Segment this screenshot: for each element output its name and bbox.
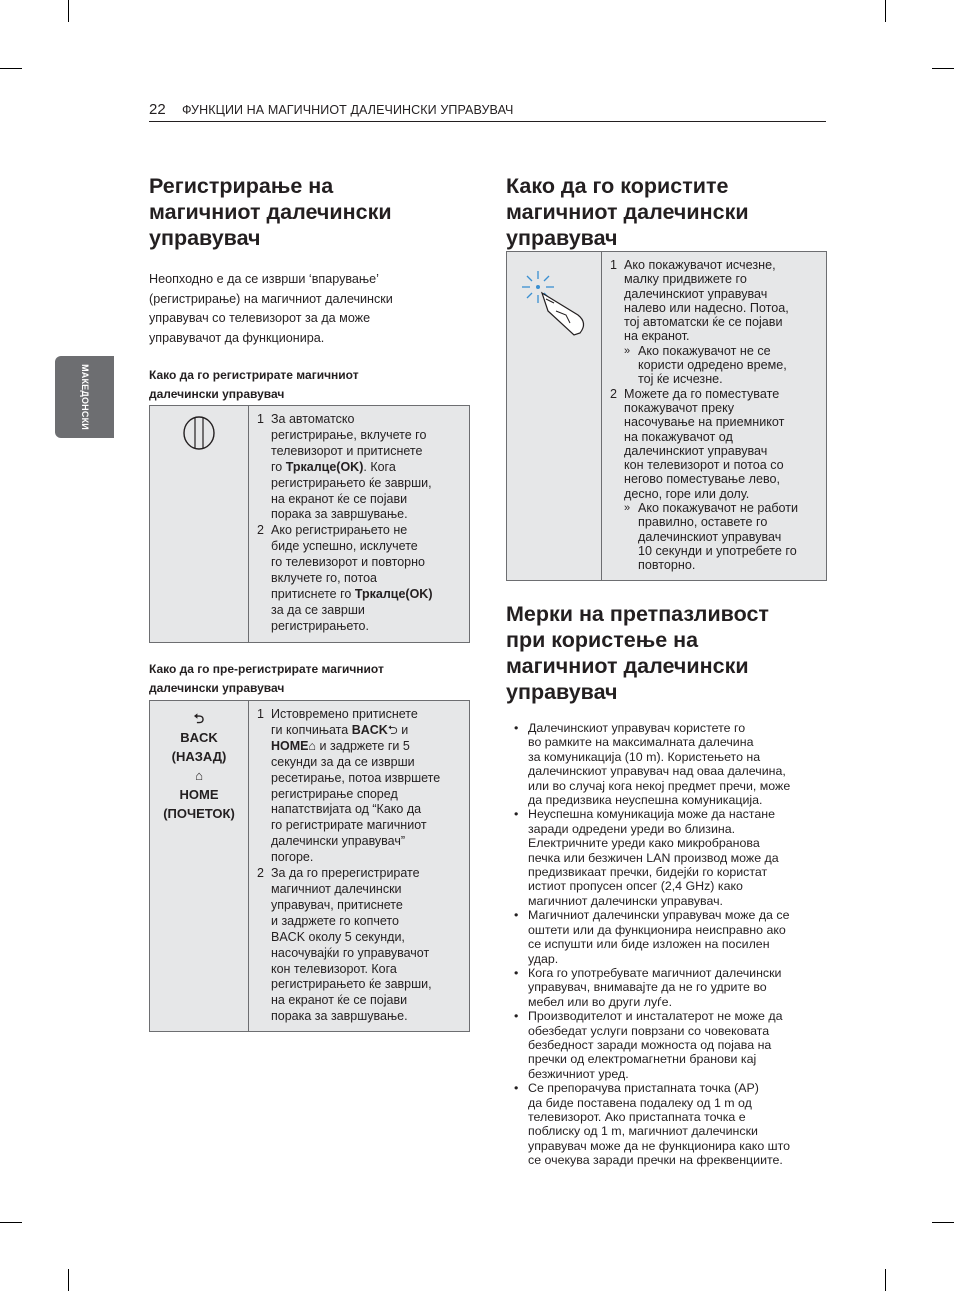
step-line: управувач, притиснете (271, 897, 403, 912)
bullet-marker: • (514, 1081, 519, 1096)
step-text: притиснете го (271, 586, 355, 601)
bullet-line: Електричните уреди како микробранова (528, 836, 760, 851)
note-line: 10 секунди и употребете го (638, 543, 797, 558)
bullet-line: или во случај кога некој предмет пречи, може (528, 778, 791, 793)
step-text: и (397, 722, 409, 737)
precautions-heading-line: Мерки на претпазливост (506, 602, 769, 626)
step-line: на екранот. (624, 329, 690, 344)
step-line: Ако регистрирањето не (271, 523, 408, 538)
page-header (149, 101, 826, 122)
step-line: регистрирањето ќе заврши, (271, 475, 432, 490)
step-line: ресетирање, потоа извршете (271, 770, 441, 785)
bullet-marker: • (514, 721, 519, 735)
bullet-line: се очекува заради пречки на фреквенциите. (528, 1153, 783, 1168)
bullet-line: управувач може да не функционира како што (528, 1138, 791, 1153)
home-icon: ⌂ (195, 768, 203, 783)
back-icon: ⮌ (193, 711, 205, 726)
bullet-line: пречки од електромагнетни бранови кај (528, 1052, 757, 1067)
precautions-list (506, 721, 824, 1168)
note-line: користи одредено време, (638, 358, 787, 373)
subheading-line: далечински управувач (149, 681, 285, 695)
note-line: далечинскиот управувач (638, 529, 782, 544)
use-icon-cell (507, 252, 602, 581)
note-marker: » (624, 502, 631, 515)
crop-mark (885, 0, 886, 22)
precautions-heading-line: управувач (506, 680, 618, 704)
bullet-line: Магичниот далечински управувач може да се (528, 908, 790, 923)
step-number: 1 (610, 258, 618, 272)
step-line: на екранот ќе се појави (271, 491, 408, 506)
bullet-line: безбедност заради можноста од појава на (528, 1037, 772, 1052)
step-line: насочувајќи го управувачот (271, 945, 430, 960)
step-line: го регистрирате магичниот (271, 818, 427, 833)
crop-mark (68, 0, 69, 22)
back-button-label (151, 709, 247, 823)
use-table (506, 251, 827, 581)
language-tab (55, 356, 114, 438)
reregister-table (149, 700, 470, 1032)
bullet-line: далечинскиот управувач над оваа далечина, (528, 764, 786, 779)
step-line: секунди за да се изврши (271, 754, 415, 769)
step-line: За да го пререгистрирате (271, 866, 420, 881)
bullet-marker: • (514, 1009, 519, 1024)
step-number: 2 (257, 866, 264, 881)
bullet-line: управувач, внимавајте да не го удрите во (528, 980, 767, 995)
register-heading (149, 173, 469, 251)
step-line: регистрирањето. (271, 618, 369, 633)
home-label-translation: (ПОЧЕТОК) (163, 806, 235, 821)
step-line: регистрирање според (271, 786, 398, 801)
precaution-item (506, 908, 824, 966)
register-step-2 (257, 523, 463, 634)
language-tab-label: МАКЕДОНСКИ (79, 364, 90, 430)
register-step-1 (257, 412, 463, 523)
step-line: малку придвижете го (624, 272, 747, 287)
back-label: BACK (180, 730, 218, 745)
use-step-1-note (624, 344, 820, 387)
step-line: го телевизорот и повторно (271, 555, 425, 570)
step-line: далечинскиот управувач (624, 286, 768, 301)
step-line: регистрирањето ќе заврши, (271, 977, 432, 992)
reregister-icon-cell (150, 701, 249, 1032)
use-heading-line: Како да го користите (506, 174, 729, 198)
bullet-line: поблиску од 1 m, магичниот далечински (528, 1124, 758, 1139)
step-line: BACK околу 5 секунди, (271, 929, 405, 944)
precaution-item (506, 966, 824, 1009)
bullet-marker: • (514, 908, 519, 923)
step-line: далечинскиот управувач (624, 443, 768, 458)
precautions-heading (506, 601, 826, 705)
register-steps-cell (249, 406, 470, 643)
reregister-steps-cell (249, 701, 470, 1032)
bullet-line: печка или безжичен LAN производ може да (528, 850, 779, 865)
step-line: биде успешно, исклучете (271, 539, 418, 554)
crop-mark (932, 1222, 954, 1223)
bullet-line: мебел или во други луѓе. (528, 994, 673, 1009)
bullet-line: се испушти или биде изложен на посилен (528, 937, 770, 952)
bullet-line: заради одредени уреди во близина. (528, 821, 736, 836)
crop-mark (68, 1269, 69, 1291)
step-line: на екранот ќе се појави (271, 993, 408, 1008)
register-table (149, 405, 470, 643)
bullet-line: Кога го употребувате магичниот далечински (528, 965, 782, 980)
bullet-line: Се препорачува пристапната точка (AP) (528, 1081, 759, 1096)
step-line: За автоматско (271, 412, 355, 426)
home-key-label: HOME (271, 738, 309, 753)
page-header-title: ФУНКЦИИ НА МАГИЧНИОТ ДАЛЕЧИНСКИ УПРАВУВАЧ (182, 103, 514, 117)
step-line: вклучете го, потоа (271, 571, 377, 586)
subheading-line: Како да го пре-регистрирате магичниот (149, 662, 384, 676)
wheel-button-icon (151, 407, 247, 459)
use-heading-line: управувач (506, 226, 618, 250)
bullet-line: истиот пропусен опсег (2,4 GHz) како (528, 879, 743, 894)
intro-paragraph (149, 270, 449, 348)
wheel-ok-label: Тркалце(OK) (354, 586, 433, 601)
crop-mark (0, 68, 22, 69)
step-line: покажувачот преку (624, 400, 735, 415)
step-number: 1 (257, 412, 264, 426)
bullet-line: телевизорот. Ако пристапната точка е (528, 1109, 746, 1124)
note-line: правилно, оставете го (638, 515, 768, 530)
step-line: Можете да го поместувате (624, 386, 780, 401)
precaution-item (506, 721, 824, 807)
register-heading-line: магичниот далечински (149, 200, 392, 224)
crop-mark (932, 68, 954, 69)
use-step-2-note (624, 501, 820, 572)
use-step-2 (610, 387, 820, 573)
step-text: и задржете ги 5 (316, 738, 410, 753)
bullet-line: предизвикаат пречки, бидејќи го користат (528, 865, 768, 880)
register-heading-line: Регистрирање на (149, 174, 334, 198)
step-line: десно, горе или долу. (624, 486, 750, 501)
use-step-1 (610, 258, 820, 387)
bullet-line: да биде поставена подалеку од 1 m од (528, 1095, 752, 1110)
step-line: налево или надесно. Потоа, (624, 300, 789, 315)
reregister-step-1 (257, 707, 463, 866)
step-text: го (271, 459, 286, 474)
step-line: магичниот далечински (271, 881, 402, 896)
bullet-line: за комуникација (10 m). Користењето на (528, 749, 761, 764)
step-line: на покажувачот од (624, 429, 733, 444)
reregister-subheading (149, 660, 469, 698)
crop-mark (0, 1222, 22, 1223)
subheading-line: далечински управувач (149, 387, 285, 401)
step-line: регистрирање, вклучете го (271, 427, 427, 442)
step-number: 2 (610, 386, 618, 401)
step-text: . Кога (363, 459, 396, 474)
bullet-line: Производителот и инсталатерот не може да (528, 1009, 783, 1024)
bullet-line: обезбедат услуги поврзани со човековата (528, 1023, 770, 1038)
precautions-heading-line: магичниот далечински (506, 654, 749, 678)
remote-pointing-icon (508, 253, 600, 343)
bullet-line: магичниот далечински управувач. (528, 893, 723, 908)
step-line: Ако покажувачот исчезне, (624, 258, 776, 272)
precaution-item (506, 1081, 824, 1167)
step-line: негово поместување лево, (624, 472, 781, 487)
bullet-line: да предизвика неуспешна комуникација. (528, 793, 763, 808)
precaution-item (506, 807, 824, 908)
note-line: повторно. (638, 558, 696, 573)
step-line: насочување на приемникот (624, 415, 785, 430)
subheading-line: Како да го регистрирате магичниот (149, 368, 359, 382)
step-line: и задржете го копчето (271, 913, 399, 928)
step-line: погоре. (271, 850, 314, 865)
step-line: кон телевизорот. Кога (271, 961, 397, 976)
back-icon: ⮌ (387, 722, 398, 737)
bullet-marker: • (514, 807, 519, 822)
bullet-line: удар. (528, 951, 559, 966)
register-subheading (149, 366, 469, 404)
step-line: кон телевизорот и потоа со (624, 458, 784, 473)
step-line: Истовремено притиснете (271, 707, 418, 721)
precautions-heading-line: при користење на (506, 628, 699, 652)
step-line: порака за завршување. (271, 1009, 408, 1024)
step-number: 1 (257, 707, 264, 721)
home-icon: ⌂ (308, 738, 317, 753)
bullet-line: Неуспешна комуникација може да настане (528, 807, 775, 822)
intro-line: (регистрирање) на магичниот далечински (149, 291, 393, 306)
note-line: Ако покажувачот не работи (638, 501, 799, 516)
crop-mark (885, 1269, 886, 1291)
register-icon-cell (150, 406, 249, 643)
bullet-line: Далечинскиот управувач користете го (528, 721, 746, 735)
use-heading (506, 173, 826, 251)
intro-line: Неопходно е да се изврши ‘впарување’ (149, 272, 379, 286)
home-label: HOME (179, 787, 219, 802)
note-line: тој ќе исчезне. (638, 372, 723, 387)
wheel-ok-label: Тркалце(OK) (285, 459, 364, 474)
step-line: телевизорот и притиснете (271, 443, 423, 458)
step-text: ги копчињата (271, 722, 352, 737)
step-number: 2 (257, 523, 264, 538)
use-steps-cell (602, 252, 827, 581)
step-line: напатствијата од “Како да (271, 802, 422, 817)
intro-line: управувач со телевизорот за да може (149, 311, 371, 325)
bullet-line: оштети или да функционира неисправно ако (528, 922, 786, 937)
page-number: 22 (149, 101, 166, 118)
step-line: далечински управувач” (271, 834, 406, 849)
back-label-translation: (НАЗАД) (171, 749, 227, 764)
precaution-item (506, 1009, 824, 1081)
step-line: за да се заврши (271, 602, 365, 617)
bullet-marker: • (514, 965, 519, 980)
intro-line: управувачот да функционира. (149, 330, 325, 345)
bullet-line: безжичниот уред. (528, 1066, 629, 1081)
step-line: порака за завршување. (271, 507, 408, 522)
step-line: тој автоматски ќе се појави (624, 315, 783, 330)
back-key-label: BACK (351, 722, 388, 737)
use-heading-line: магичниот далечински (506, 200, 749, 224)
register-heading-line: управувач (149, 226, 261, 250)
note-marker: » (624, 344, 631, 357)
note-line: Ако покажувачот не се (638, 343, 771, 358)
reregister-step-2 (257, 866, 463, 1025)
bullet-line: во рамките на максималната далечина (528, 735, 754, 750)
